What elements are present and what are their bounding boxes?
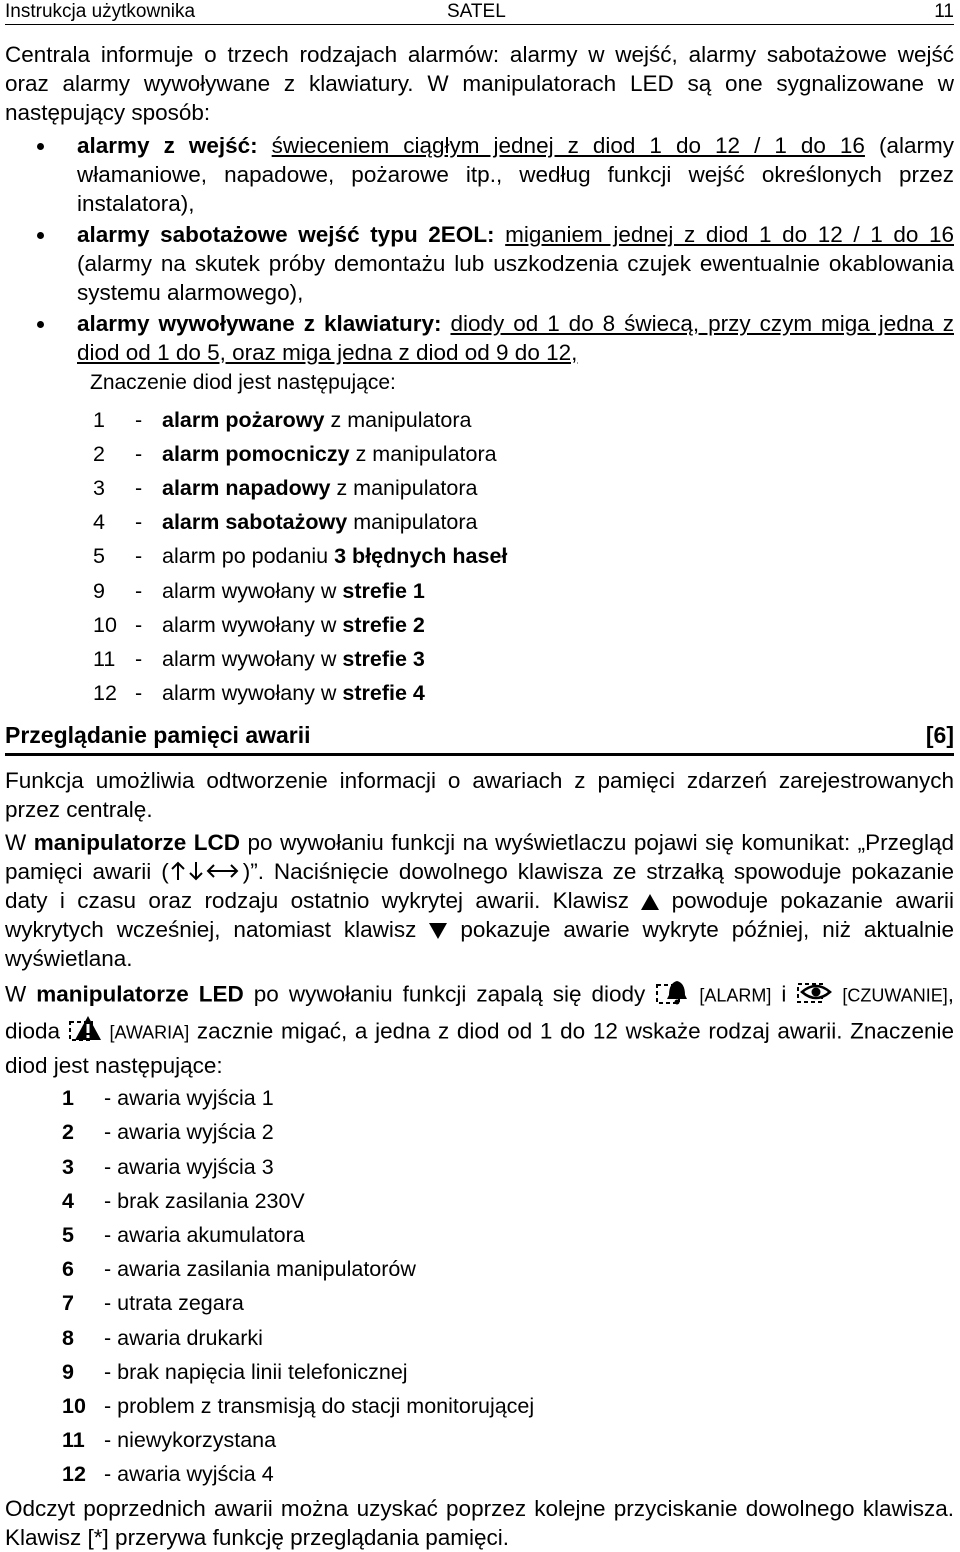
code-description: alarm po podaniu 3 błędnych haseł — [162, 544, 508, 569]
intro-paragraph: Centrala informuje o trzech rodzajach alarmów: alarmy w wejść, alarmy sabotażowe wejść oraz alarmy wywoływane z klawiatury. W manipulatorach LED są one sygnalizowane w następujący sposób: — [5, 42, 954, 125]
table-row — [62, 1218, 534, 1252]
code-number: 5 — [93, 544, 105, 569]
code-dash: - — [135, 612, 143, 637]
bullet-signal: miganiem jednej z diod 1 do 12 / 1 do 16 — [505, 222, 954, 247]
table-row — [93, 471, 507, 505]
code-description: - problem z transmisją do stacji monitorującej — [104, 1393, 535, 1418]
code-description: - awaria wyjścia 4 — [104, 1462, 274, 1487]
code-number: 4 — [62, 1188, 74, 1213]
code-number: 11 — [62, 1428, 85, 1453]
alarm-codes-table — [93, 403, 507, 711]
code-description: alarm sabotażowy manipulatora — [162, 510, 478, 535]
code-description: - awaria wyjścia 3 — [104, 1154, 274, 1179]
bullet-icon — [37, 321, 44, 328]
document-page — [5, 0, 954, 1552]
list-item — [5, 309, 954, 367]
closing-paragraph: Odczyt poprzednich awarii można uzyskać poprzez kolejne przyciskanie dowolnego klawisza. Klawisz [*] przerywa funkcję przeglądania pamięci. — [5, 1495, 954, 1550]
table-row — [62, 1389, 534, 1423]
failure-codes-table — [62, 1082, 534, 1492]
section-function-code: [6] — [925, 721, 954, 748]
code-description: alarm wywołany w strefie 1 — [162, 578, 425, 603]
code-description: alarm pożarowy z manipulatora — [162, 407, 472, 432]
bullet-signal: świeceniem ciągłym jednej z diod 1 do 12 / 1 do 16 — [271, 133, 865, 158]
section-heading — [5, 719, 954, 756]
code-dash: - — [135, 544, 143, 569]
code-description: - awaria wyjścia 1 — [104, 1086, 274, 1111]
code-number: 9 — [62, 1359, 74, 1384]
code-number: 5 — [62, 1223, 74, 1248]
code-number: 11 — [93, 646, 116, 671]
code-description: - niewykorzystana — [104, 1428, 277, 1453]
bullet-signal: diody od 1 do 8 świecą, przy czym miga jedna z diod od 1 do 5, oraz miga jedna z diod od 9 do 12, — [77, 311, 954, 365]
code-description: - awaria drukarki — [104, 1325, 263, 1350]
code-number: 4 — [93, 510, 105, 535]
code-dash: - — [135, 441, 143, 466]
bullet-term: alarmy z wejść: — [77, 133, 258, 158]
code-dash: - — [135, 475, 143, 500]
star-key-icon: * — [93, 1524, 103, 1550]
warning-triangle-icon — [68, 1014, 102, 1051]
code-dash: - — [135, 578, 143, 603]
code-description: alarm wywołany w strefie 3 — [162, 646, 425, 671]
code-description: alarm wywołany w strefie 2 — [162, 612, 425, 637]
triangle-down-icon — [429, 923, 447, 939]
table-row — [62, 1355, 534, 1389]
table-row — [93, 642, 507, 676]
table-row — [62, 1253, 534, 1287]
table-row — [93, 574, 507, 608]
code-description: alarm pomocniczy z manipulatora — [162, 441, 497, 466]
code-dash: - — [135, 681, 143, 706]
code-description: - awaria zasilania manipulatorów — [104, 1257, 416, 1282]
page-header — [5, 0, 954, 25]
table-row — [93, 506, 507, 540]
code-dash: - — [135, 510, 143, 535]
table-row — [62, 1321, 534, 1355]
table-row — [62, 1287, 534, 1321]
bullet-icon — [37, 143, 44, 150]
code-number: 1 — [93, 407, 105, 432]
table-row — [93, 608, 507, 642]
bullet-description: (alarmy na skutek próby demontażu lub uszkodzenia czujek ewentualnie okablowania systemu alarmowego), — [77, 251, 954, 305]
header-manual-title: Instrukcja użytkownika — [5, 1, 196, 22]
code-number: 12 — [62, 1462, 86, 1487]
table-row — [62, 1082, 534, 1116]
code-dash: - — [135, 407, 143, 432]
code-number: 9 — [93, 578, 105, 603]
table-row — [62, 1458, 534, 1492]
code-description: alarm wywołany w strefie 4 — [162, 681, 425, 706]
code-number: 1 — [62, 1086, 74, 1111]
code-description: alarm napadowy z manipulatora — [162, 475, 478, 500]
section-title: Przeglądanie pamięci awarii — [5, 721, 311, 748]
code-number: 3 — [62, 1154, 74, 1179]
list-item — [5, 220, 954, 307]
triangle-up-icon — [641, 894, 659, 910]
code-number: 2 — [62, 1120, 74, 1145]
table-row — [93, 677, 507, 711]
eye-icon — [796, 980, 832, 1011]
code-description: - brak zasilania 230V — [104, 1188, 305, 1213]
header-brand: SATEL — [447, 1, 506, 22]
code-number: 8 — [62, 1325, 74, 1350]
table-row — [62, 1150, 534, 1184]
code-description: - utrata zegara — [104, 1291, 244, 1316]
code-description: - brak napięcia linii telefonicznej — [104, 1359, 408, 1384]
function-description: Funkcja umożliwia odtworzenie informacji o awariach z pamięci zdarzeń zarejestrowanych przez centralę. — [5, 767, 954, 822]
code-number: 12 — [93, 681, 117, 706]
code-number: 10 — [93, 612, 117, 637]
table-row — [62, 1184, 534, 1218]
code-number: 10 — [62, 1393, 86, 1418]
table-row — [93, 437, 507, 471]
bullet-description: (alarmy włamaniowe, napadowe, pożarowe itp., według funkcji wejść określonych przez instalatora), — [77, 133, 954, 216]
code-number: 3 — [93, 475, 105, 500]
header-page-number: 11 — [934, 1, 954, 22]
table-row — [62, 1424, 534, 1458]
bullet-icon — [37, 232, 44, 239]
alarm-bell-icon — [655, 977, 689, 1014]
code-number: 7 — [62, 1291, 74, 1316]
table-row — [93, 540, 507, 574]
alarm-types-list — [5, 131, 954, 367]
code-description: - awaria wyjścia 2 — [104, 1120, 274, 1145]
diodes-intro: Znaczenie diod jest następujące: — [90, 371, 396, 394]
table-row — [62, 1116, 534, 1150]
code-description: - awaria akumulatora — [104, 1223, 305, 1248]
lcd-keypad-paragraph: W manipulatorze LCD po wywołaniu funkcji na wyświetlaczu pojawi się komunikat: „Przegląd pamięci awarii ( )”. Naciśnięcie dowolnego klawisza ze strzałką spowoduje pokazanie daty i czasu oraz rodzaju ostatnio wykrytej awarii. Klawisz powoduje pokazanie awarii wykrytych wcześniej, natomiast klawisz pokazuje awarie wykryte później, niż aktualnie wyświetlana. — [5, 829, 954, 971]
code-dash: - — [135, 646, 143, 671]
code-number: 2 — [93, 441, 105, 466]
table-row — [93, 403, 507, 437]
bullet-term: alarmy sabotażowe wejść typu 2EOL: — [77, 222, 495, 247]
bullet-term: alarmy wywoływane z klawiatury: — [77, 311, 442, 336]
led-keypad-paragraph: W manipulatorze LED po wywołaniu funkcji zapalą się diody [ALARM] i [CZUWANIE], dioda [AWARIA] zacznie migać, a jedna z diod od 1 do 12 wskaże rodzaj awarii. Znaczenie diod jest następujące: — [5, 977, 954, 1080]
code-number: 6 — [62, 1257, 74, 1282]
arrow-keys-icon — [169, 859, 243, 884]
list-item — [5, 131, 954, 218]
